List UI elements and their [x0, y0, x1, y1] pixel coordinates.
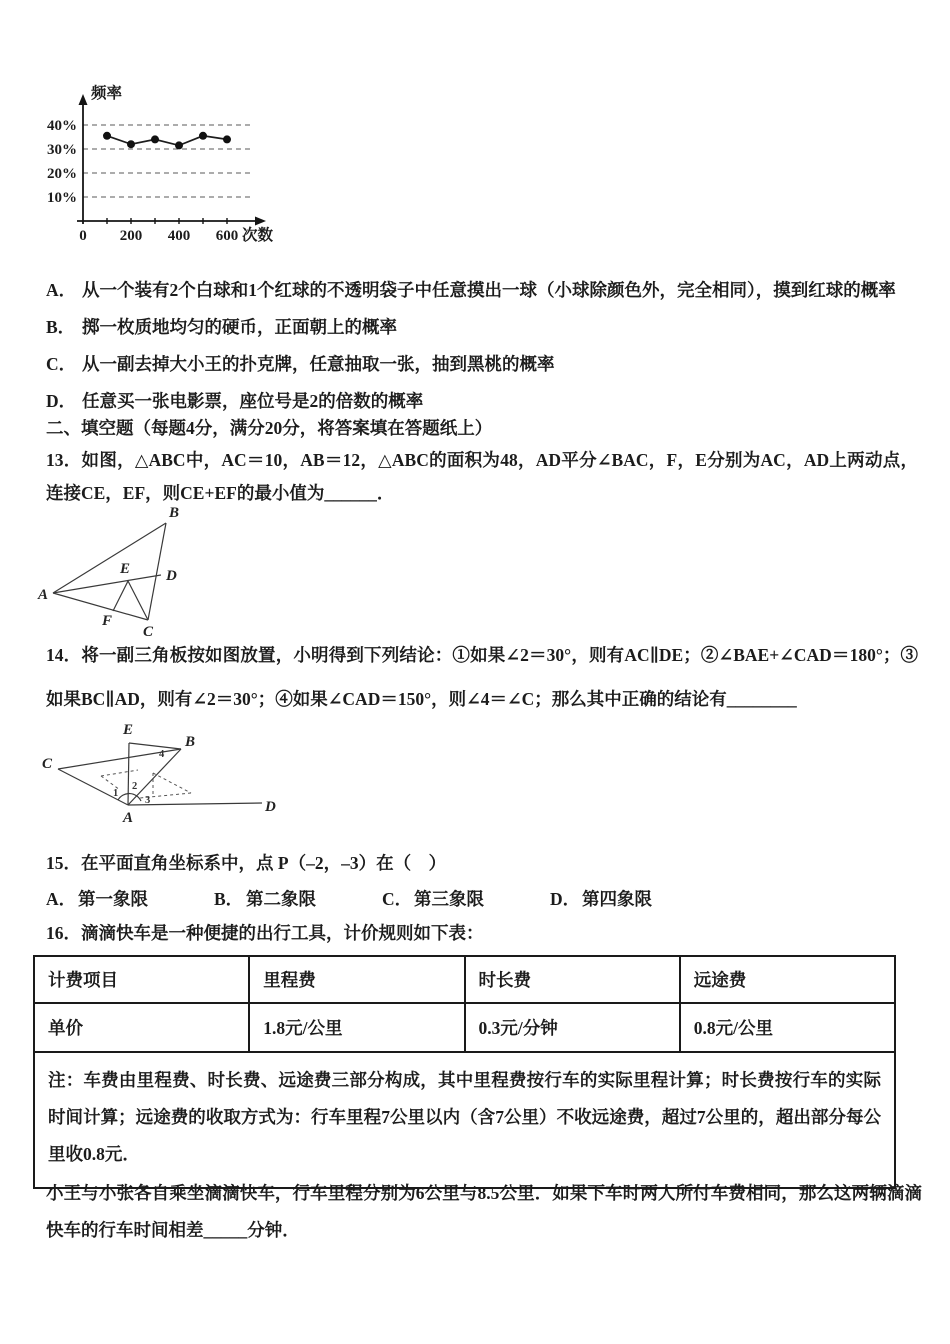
cell-unit-price: 单价	[34, 1003, 249, 1052]
cell-duration-price: 0.3元/分钟	[465, 1003, 680, 1052]
frequency-chart-svg	[45, 84, 283, 256]
option-c-label: C．	[382, 889, 413, 909]
option-b-text: 掷一枚质地均匀的硬币，正面朝上的概率	[82, 317, 397, 337]
option-a-text: 从一个装有2个白球和1个红球的不透明袋子中任意摸出一球（小球除颜色外，完全相同），摸到红球的概率	[82, 280, 896, 300]
option-d-label: D．	[550, 889, 581, 909]
pricing-table	[33, 955, 896, 1189]
hidden-edge-1	[101, 770, 138, 776]
data-point	[175, 141, 183, 149]
option-c-text: 第三象限	[414, 889, 484, 909]
cell-mileage-price: 1.8元/公里	[249, 1003, 464, 1052]
segment-AB	[53, 523, 166, 593]
question15-options	[46, 884, 918, 914]
question12-options	[46, 272, 918, 420]
table-header-row	[34, 956, 895, 1003]
data-point	[199, 132, 207, 140]
option-d-label: D．	[46, 391, 77, 411]
segment-AD	[53, 575, 161, 593]
option-a-text: 第一象限	[78, 889, 148, 909]
header-cell-item: 计费项目	[34, 956, 249, 1003]
header-cell-duration: 时长费	[465, 956, 680, 1003]
label-D: D	[166, 568, 177, 584]
label-B: B	[185, 734, 196, 750]
option-c	[46, 346, 918, 383]
y-tick-label: 30%	[47, 142, 77, 158]
data-point	[103, 132, 111, 140]
option-a	[46, 272, 918, 309]
option-b	[214, 884, 382, 914]
question14-text: 14．将一副三角板按如图放置，小明得到下列结论：①如果∠2＝30°，则有AC∥DE；②∠BAE+∠CAD＝180°；③如果BC∥AD，则有∠2＝30°；④如果∠CAD＝150°，则∠4＝∠C；那么其中正确的结论有________	[46, 645, 918, 709]
segment-BC	[148, 523, 166, 620]
option-c	[382, 884, 550, 914]
label-C: C	[143, 624, 154, 640]
label-B: B	[169, 505, 180, 521]
chart-plot-area	[47, 84, 274, 244]
table-row	[34, 1003, 895, 1052]
segment-CA	[58, 769, 128, 805]
x-axis-arrow-icon	[255, 217, 266, 226]
option-b-label: B．	[214, 889, 244, 909]
y-axis-label: 频率	[91, 85, 123, 102]
segment-EB	[129, 743, 181, 749]
x-tick-label: 0	[79, 228, 87, 244]
label-D: D	[265, 799, 276, 815]
question14-figure	[28, 718, 320, 848]
hidden-edge-3	[153, 773, 191, 793]
question15-text: 15．在平面直角坐标系中，点 P（–2，–3）在（ ）	[46, 853, 447, 873]
data-point	[127, 140, 135, 148]
segment-EC	[128, 581, 148, 620]
label-A: A	[38, 587, 49, 603]
angle-4-label: 4	[159, 749, 165, 760]
angle-1-label: 1	[113, 788, 119, 799]
y-tick-label: 40%	[47, 118, 77, 134]
option-a-label: A．	[46, 280, 77, 300]
question16-closing: 小王与小张各自乘坐滴滴快车，行车里程分别为6公里与8.5公里．如果下车时两人所付车费相同，那么这两辆滴滴快车的行车时间相差_____分钟．	[46, 1183, 922, 1240]
option-d	[550, 884, 652, 914]
option-d-text: 第四象限	[582, 889, 652, 909]
header-cell-longtrip: 远途费	[680, 956, 895, 1003]
option-b	[46, 309, 918, 346]
segment-EF	[113, 581, 128, 611]
frequency-chart	[45, 84, 283, 261]
option-b-text: 第二象限	[246, 889, 316, 909]
option-c-text: 从一副去掉大小王的扑克牌，任意抽取一张，抽到黑桃的概率	[82, 354, 555, 374]
x-tick-label: 400	[167, 228, 191, 244]
section-heading: 二、填空题（每题4分，满分20分，将答案填在答题纸上）	[46, 418, 493, 438]
question13-figure	[33, 498, 218, 648]
data-point	[151, 135, 159, 143]
label-E: E	[120, 561, 131, 577]
y-tick-label: 20%	[47, 166, 77, 182]
data-point	[223, 135, 231, 143]
option-d-text: 任意买一张电影票，座位号是2的倍数的概率	[82, 391, 424, 411]
y-tick-label: 10%	[47, 190, 77, 206]
header-cell-mileage: 里程费	[249, 956, 464, 1003]
option-a	[46, 884, 214, 914]
angle-2-label: 2	[132, 781, 138, 792]
option-c-label: C．	[46, 354, 77, 374]
label-C: C	[42, 756, 53, 772]
label-E: E	[123, 722, 134, 738]
x-axis-label: 次数	[242, 227, 274, 244]
segment-AC	[53, 593, 148, 620]
cell-longtrip-price: 0.8元/公里	[680, 1003, 895, 1052]
question13-text: 13．如图，△ABC中，AC＝10，AB＝12，△ABC的面积为48，AD平分∠BAC，F，E分别为AC，AD上两动点，连接CE，EF，则CE+EF的最小值为______．	[46, 450, 918, 503]
x-tick-label: 600	[215, 228, 239, 244]
segment-EA	[128, 743, 129, 805]
table-note: 注：车费由里程费、时长费、远途费三部分构成，其中里程费按行车的实际里程计算；时长费按行车的实际时间计算；远途费的收取方式为：行车里程7公里以内（含7公里）不收远途费，超过7公里的，超出部分每公里收0.8元．	[34, 1052, 895, 1188]
label-F: F	[102, 613, 113, 629]
option-b-label: B．	[46, 317, 76, 337]
frequency-line	[107, 136, 227, 146]
y-axis-arrow-icon	[79, 94, 88, 105]
angle-3-label: 3	[145, 795, 151, 806]
question16-intro: 16．滴滴快车是一种便捷的出行工具，计价规则如下表：	[46, 923, 484, 943]
label-A: A	[123, 810, 134, 826]
table-note-row	[34, 1052, 895, 1188]
option-a-label: A．	[46, 889, 77, 909]
x-tick-label: 200	[119, 228, 143, 244]
